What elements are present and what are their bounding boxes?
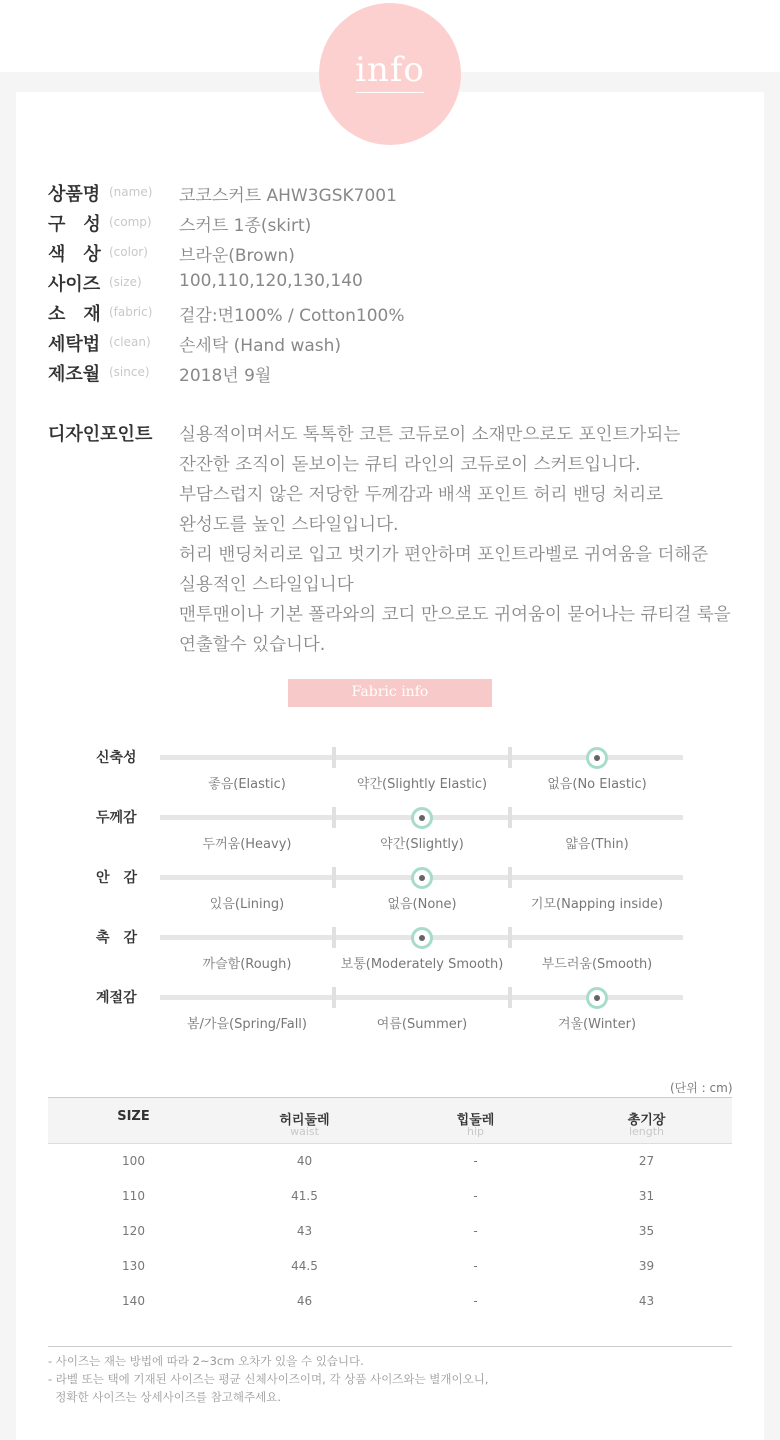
scale-option: 약간(Slightly Elastic) xyxy=(356,777,488,792)
table-cell: 35 xyxy=(638,1224,655,1238)
spec-en-label: (comp) xyxy=(109,215,152,229)
spec-label: 제조월 xyxy=(48,364,101,385)
column-header-en: hip xyxy=(466,1125,484,1138)
design-point-line: 연출할수 있습니다. xyxy=(179,635,326,655)
size-note: - 사이즈는 재는 방법에 따라 2~3cm 오차가 있을 수 있습니다. xyxy=(48,1354,364,1368)
table-row xyxy=(48,1249,732,1284)
scale-tick xyxy=(332,867,336,888)
design-point-line: 허리 밴딩처리로 입고 벗기가 편안하며 포인트라벨로 귀여움을 더해준 xyxy=(179,545,709,565)
scale-option: 약간(Slightly) xyxy=(380,837,464,852)
unit-label: (단위 : cm) xyxy=(670,1081,733,1095)
scale-option: 여름(Summer) xyxy=(376,1017,468,1032)
spec-row-comp xyxy=(48,210,748,240)
fabric-row xyxy=(0,987,780,1047)
spec-row-clean xyxy=(48,330,748,360)
fabric-row xyxy=(0,867,780,927)
scale-option: 없음(No Elastic) xyxy=(547,777,647,792)
scale-option: 있음(Lining) xyxy=(209,897,285,912)
table-cell: 100 xyxy=(122,1154,145,1168)
info-title: info xyxy=(355,50,425,90)
scale-tick xyxy=(332,807,336,828)
design-point-line: 실용적이며서도 톡톡한 코튼 코듀로이 소재만으로도 포인트가되는 xyxy=(179,425,681,445)
size-note: - 라벨 또는 택에 기재된 사이즈는 평균 신체사이즈이며, 각 상품 사이즈와는 별개이오니, xyxy=(48,1372,489,1386)
design-point-line: 잔잔한 조직이 돋보이는 큐티 라인의 코듀로이 스커트입니다. xyxy=(179,455,641,475)
fabric-row-label: 계절감 xyxy=(96,990,137,1006)
table-row xyxy=(48,1179,732,1214)
spec-label: 사이즈 xyxy=(48,274,101,295)
table-row xyxy=(48,1284,732,1319)
scale-option: 좋음(Elastic) xyxy=(208,777,286,792)
spec-row-fabric xyxy=(48,300,748,330)
spec-en-label: (size) xyxy=(109,275,142,289)
design-point-line: 부담스럽지 않은 저당한 두께감과 배색 포인트 허리 밴딩 처리로 xyxy=(179,485,664,505)
table-cell: 27 xyxy=(638,1154,655,1168)
spec-row-color xyxy=(48,240,748,270)
selected-indicator-icon xyxy=(586,987,608,1009)
spec-label: 상품명 xyxy=(48,184,101,205)
spec-row-name xyxy=(48,180,748,210)
scale-option: 겨울(Winter) xyxy=(557,1017,637,1032)
table-cell: 31 xyxy=(638,1189,655,1203)
fabric-row-label: 두께감 xyxy=(96,810,137,826)
spec-value: 2018년 9월 xyxy=(179,366,272,386)
table-cell: 140 xyxy=(122,1294,145,1308)
spec-en-label: (name) xyxy=(109,185,153,199)
table-cell: - xyxy=(473,1224,478,1238)
scale-option: 두꺼움(Heavy) xyxy=(202,837,292,852)
table-cell: - xyxy=(473,1259,478,1273)
design-point-line: 실용적인 스타일입니다 xyxy=(179,575,354,595)
design-point-line: 완성도를 높인 스타일입니다. xyxy=(179,515,399,535)
fabric-row-label: 신축성 xyxy=(96,750,137,766)
fabric-row xyxy=(0,927,780,987)
spec-en-label: (fabric) xyxy=(109,305,153,319)
scale-option: 보통(Moderately Smooth) xyxy=(340,957,504,972)
selected-indicator-icon xyxy=(411,807,433,829)
column-header: 힙둘레 xyxy=(456,1113,495,1128)
table-cell: - xyxy=(473,1154,478,1168)
selected-indicator-icon xyxy=(411,867,433,889)
column-header: 총기장 xyxy=(627,1113,666,1128)
scale-option: 봄/가을(Spring/Fall) xyxy=(186,1017,307,1032)
table-cell: 43 xyxy=(638,1294,655,1308)
spec-label: 구 성 xyxy=(48,214,101,235)
spec-value: 손세탁 (Hand wash) xyxy=(179,336,342,356)
design-point-line: 맨투맨이나 기본 폴라와의 코디 만으로도 귀여움이 묻어나는 큐티걸 룩을 xyxy=(179,605,731,625)
scale-option: 까슬함(Rough) xyxy=(202,957,292,972)
fabric-row xyxy=(0,747,780,807)
table-header xyxy=(48,1097,732,1144)
scale-tick xyxy=(508,807,512,828)
table-cell: 130 xyxy=(122,1259,145,1273)
spec-value: 100,110,120,130,140 xyxy=(179,271,363,291)
spec-row-since xyxy=(48,360,748,390)
notes-divider xyxy=(48,1346,732,1347)
selected-indicator-icon xyxy=(411,927,433,949)
fabric-row xyxy=(0,807,780,867)
fabric-row-label: 안 감 xyxy=(96,870,138,886)
table-cell: - xyxy=(473,1189,478,1203)
scale-tick xyxy=(508,747,512,768)
scale-tick xyxy=(332,927,336,948)
table-cell: - xyxy=(473,1294,478,1308)
spec-en-label: (clean) xyxy=(109,335,151,349)
column-header: SIZE xyxy=(117,1109,150,1124)
table-cell: 46 xyxy=(296,1294,313,1308)
table-cell: 110 xyxy=(122,1189,145,1203)
scale-option: 얇음(Thin) xyxy=(565,837,629,852)
spec-row-size xyxy=(48,270,748,300)
scale-option: 부드러움(Smooth) xyxy=(541,957,653,972)
fabric-row-label: 촉 감 xyxy=(96,930,138,946)
scale-tick xyxy=(508,927,512,948)
table-cell: 39 xyxy=(638,1259,655,1273)
table-cell: 120 xyxy=(122,1224,145,1238)
table-cell: 44.5 xyxy=(291,1259,318,1273)
column-header: 허리둘레 xyxy=(279,1113,330,1128)
table-cell: 41.5 xyxy=(291,1189,318,1203)
column-header-en: length xyxy=(628,1125,665,1138)
spec-en-label: (color) xyxy=(109,245,148,259)
table-cell: 40 xyxy=(296,1154,313,1168)
spec-value: 브라운(Brown) xyxy=(179,246,295,266)
spec-value: 스커트 1종(skirt) xyxy=(179,216,312,236)
spec-label: 소 재 xyxy=(48,304,101,325)
spec-label: 세탁법 xyxy=(48,334,101,355)
spec-en-label: (since) xyxy=(109,365,150,379)
table-row xyxy=(48,1214,732,1249)
fabric-info-title: Fabric info xyxy=(351,684,429,700)
column-header-en: waist xyxy=(290,1125,319,1138)
scale-option: 기모(Napping inside) xyxy=(530,897,664,912)
info-underline xyxy=(356,92,424,93)
design-point-label: 디자인포인트 xyxy=(48,424,153,445)
spec-value: 겉감:면100% / Cotton100% xyxy=(179,306,405,326)
scale-tick xyxy=(508,867,512,888)
selected-indicator-icon xyxy=(586,747,608,769)
table-cell: 43 xyxy=(296,1224,313,1238)
spec-value: 코코스커트 AHW3GSK7001 xyxy=(179,186,397,206)
spec-label: 색 상 xyxy=(48,244,101,265)
size-table xyxy=(48,1097,732,1319)
table-row xyxy=(48,1144,732,1179)
size-note: 정확한 사이즈는 상세사이즈를 참고해주세요. xyxy=(48,1390,282,1404)
scale-tick xyxy=(332,987,336,1008)
scale-tick xyxy=(508,987,512,1008)
scale-tick xyxy=(332,747,336,768)
scale-option: 없음(None) xyxy=(387,897,457,912)
